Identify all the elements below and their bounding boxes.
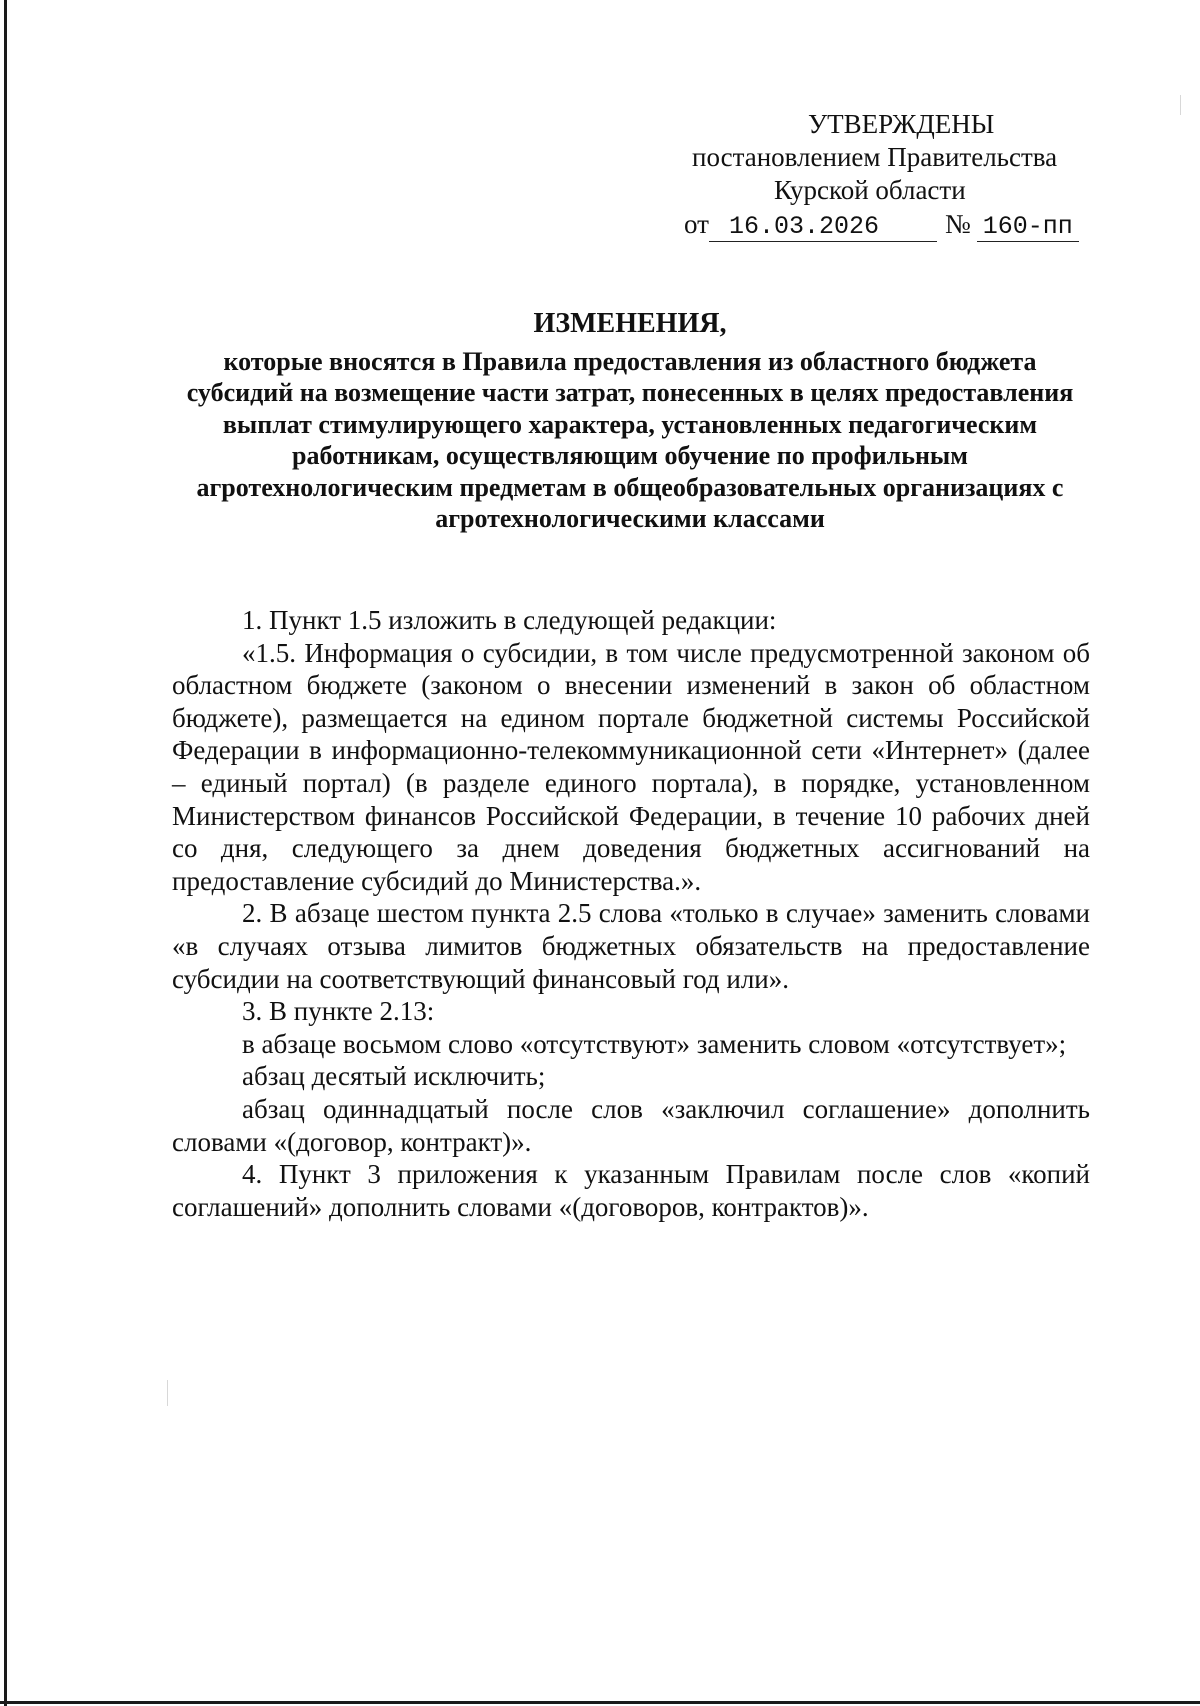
document-body [172,604,1090,1223]
approval-date-number-line [640,208,1080,242]
scan-speck [1180,95,1181,115]
document-title: ИЗМЕНЕНИЯ, [533,308,727,339]
scan-edge-left [4,0,7,1706]
paragraph-4: 3. В пункте 2.13: [242,996,435,1027]
approval-date: 16.03.2026 [709,213,937,242]
number-label: № [944,209,971,239]
approval-block [640,108,1080,242]
approval-title: УТВЕРЖДЕНЫ [808,109,995,139]
paragraph-2: «1.5. Информация о субсидии, в том числе предусмотренной законом об областном бюджете (законом о внесении изменений в закон об областном бюджете), размещается на едином портале бюджетной системы Российской Федерации в информационно-телекоммуникационной сети «Интернет» (далее – единый портал) (в разделе единого портала), в порядке, установленном Министерством финансов Российской Федерации, в течение 10 рабочих дней со дня, следующего за днем доведения бюджетных ассигнований на предоставление субсидий до Министерства.». [172,637,1090,896]
approval-region: Курской области [774,175,966,205]
date-prefix: от [684,209,709,239]
paragraph-5: в абзаце восьмом слово «отсутствуют» заменить словом «отсутствует»; [242,1028,1067,1059]
scan-edge-bottom [0,1701,1200,1704]
approval-number: 160-пп [977,213,1079,242]
paragraph-1: 1. Пункт 1.5 изложить в следующей редакции: [242,605,777,635]
paragraph-7: абзац одиннадцатый после слов «заключил соглашение» дополнить словами «(договор, контракт)». [172,1093,1090,1157]
approval-issuer: постановлением Правительства [692,142,1058,172]
document-subtitle: которые вносятся в Правила предоставления из областного бюджета субсидий на возмещение части затрат, понесенных в целях предоставления выплат стимулирующего характера, установленных педагогическим работникам, осуществляющим обучение по профильным агротехнологическим предметам в общеобразовательных организациях с агротехнологическими классами [186,346,1074,533]
paragraph-3: 2. В абзаце шестом пункта 2.5 слова «только в случае» заменить словами «в случаях отзыва лимитов бюджетных обязательств на предоставление субсидии на соответствующий финансовый год или». [172,898,1090,994]
scan-speck [167,1380,168,1406]
paragraph-8: 4. Пункт 3 приложения к указанным Правилам после слов «копий соглашений» дополнить словами «(договоров, контрактов)». [172,1159,1090,1222]
paragraph-6: абзац десятый исключить; [242,1061,546,1092]
document-heading [170,308,1090,535]
